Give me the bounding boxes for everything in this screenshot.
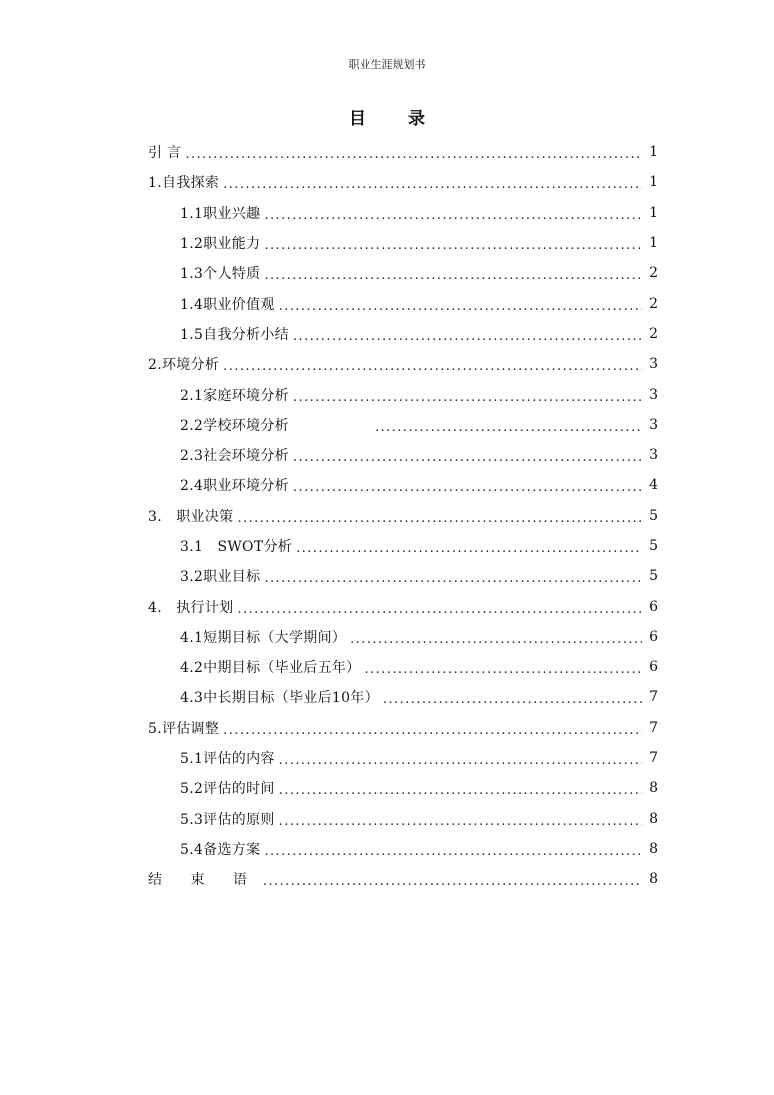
- dot-leader: [237, 601, 642, 617]
- toc-entry-1-1[interactable]: [148, 198, 658, 228]
- toc-entry-label: 5.2评估的时间: [180, 781, 275, 798]
- dot-leader: [293, 389, 642, 405]
- dot-leader: [237, 510, 642, 526]
- toc-page-number: 6: [649, 659, 658, 676]
- dot-leader: [185, 146, 642, 162]
- toc-page-number: 5: [649, 568, 658, 585]
- dot-leader: [223, 176, 642, 192]
- toc-entry-label: 引 言: [148, 145, 182, 162]
- toc-page-number: 2: [649, 295, 658, 312]
- toc-entry-1-4[interactable]: [148, 288, 658, 318]
- toc-page-number: 3: [649, 416, 658, 433]
- toc-entry-4-2[interactable]: [148, 652, 658, 682]
- dot-leader: [279, 782, 642, 798]
- toc-entry-2-3[interactable]: [148, 440, 658, 470]
- dot-leader: [293, 328, 642, 344]
- toc-page-number: 8: [649, 871, 658, 888]
- toc-entry-label: 5.1评估的内容: [180, 751, 275, 768]
- toc-entry-label: 1.3个人特质: [180, 266, 261, 283]
- toc-page-number: 1: [649, 174, 658, 191]
- toc-entry-5-3[interactable]: [148, 804, 658, 834]
- toc-entry-label: 2.2学校环境分析: [180, 417, 289, 434]
- toc-entry-label: 1.5自我分析小结: [180, 326, 289, 343]
- toc-entry-conclusion[interactable]: [148, 864, 658, 894]
- toc-entry-5[interactable]: [148, 713, 658, 743]
- toc-page-number: 8: [649, 810, 658, 827]
- toc-entry-label: 3. 职业决策: [148, 508, 234, 525]
- toc-page-number: 6: [649, 598, 658, 615]
- dot-leader: [350, 631, 642, 647]
- toc-entry-introduction[interactable]: [148, 137, 658, 167]
- running-header: 职业生涯规划书: [348, 58, 426, 71]
- toc-entry-3-2[interactable]: [148, 561, 658, 591]
- toc-entry-label: 2.4职业环境分析: [180, 478, 289, 495]
- toc-page-number: 5: [649, 507, 658, 524]
- toc-page-number: 1: [649, 204, 658, 221]
- dot-leader: [263, 873, 642, 889]
- dot-leader: [264, 207, 642, 223]
- toc-page-number: 8: [649, 780, 658, 797]
- toc-entry-label: 1.2职业能力: [180, 236, 261, 253]
- toc-entry-4[interactable]: [148, 591, 658, 621]
- toc-entry-2-4[interactable]: [148, 470, 658, 500]
- toc-entry-label: 2.3社会环境分析: [180, 448, 289, 465]
- toc-page-number: 4: [649, 477, 658, 494]
- toc-title: 目 录: [349, 109, 443, 129]
- toc-page-number: 6: [649, 628, 658, 645]
- toc-page-number: 3: [649, 447, 658, 464]
- dot-leader: [223, 358, 642, 374]
- dot-leader: [296, 540, 642, 556]
- toc-entry-label: 4.1短期目标（大学期间）: [180, 629, 347, 646]
- toc-page-number: 3: [649, 386, 658, 403]
- toc-entry-label: 4. 执行计划: [148, 599, 234, 616]
- dot-leader: [383, 691, 642, 707]
- dot-leader: [264, 570, 642, 586]
- toc-entry-2[interactable]: [148, 349, 658, 379]
- toc-page-number: 8: [649, 840, 658, 857]
- dot-leader: [293, 449, 642, 465]
- toc-page-number: 7: [649, 750, 658, 767]
- toc-entry-label: 1.自我探索: [148, 175, 220, 192]
- dot-leader: [293, 479, 642, 495]
- toc-entry-2-1[interactable]: [148, 379, 658, 409]
- toc-entry-label: 4.2中期目标（毕业后五年）: [180, 660, 361, 677]
- dot-leader: [223, 722, 642, 738]
- toc-entry-label: 5.3评估的原则: [180, 811, 275, 828]
- toc-page-number: 2: [649, 265, 658, 282]
- toc-entry-label: 3.1 SWOT分析: [180, 539, 293, 555]
- toc-entry-label: 4.3中长期目标（毕业后10年）: [180, 690, 379, 707]
- toc-entry-3-1[interactable]: [148, 531, 658, 561]
- toc-entry-5-2[interactable]: [148, 773, 658, 803]
- toc-entry-label: 1.1职业兴趣: [180, 205, 261, 222]
- toc-entry-1-2[interactable]: [148, 228, 658, 258]
- dot-leader: [264, 843, 642, 859]
- toc-entry-1-5[interactable]: [148, 319, 658, 349]
- toc-entry-2-2[interactable]: [148, 410, 658, 440]
- dot-leader: [279, 752, 642, 768]
- toc-entry-label: 2.1家庭环境分析: [180, 387, 289, 404]
- toc-page-number: 7: [649, 689, 658, 706]
- toc-entry-3[interactable]: [148, 501, 658, 531]
- toc-entry-5-4[interactable]: [148, 834, 658, 864]
- toc-page-number: 3: [649, 356, 658, 373]
- toc-entry-4-1[interactable]: [148, 622, 658, 652]
- table-of-contents: [148, 137, 658, 894]
- toc-page-number: 2: [649, 325, 658, 342]
- dot-leader: [375, 419, 642, 435]
- toc-entry-label: 3.2职业目标: [180, 569, 261, 586]
- toc-entry-5-1[interactable]: [148, 743, 658, 773]
- toc-entry-label: 1.4职业价值观: [180, 296, 275, 313]
- toc-entry-4-3[interactable]: [148, 682, 658, 712]
- dot-leader: [264, 267, 642, 283]
- dot-leader: [264, 237, 642, 253]
- dot-leader: [279, 298, 642, 314]
- toc-entry-1[interactable]: [148, 167, 658, 197]
- dot-leader: [364, 661, 642, 677]
- toc-entry-label: 结 束 语: [148, 872, 259, 889]
- toc-page-number: 1: [649, 144, 658, 161]
- toc-page-number: 5: [649, 538, 658, 554]
- toc-entry-label: 2.环境分析: [148, 357, 220, 374]
- toc-page-number: 1: [649, 235, 658, 252]
- dot-leader: [279, 813, 642, 829]
- toc-entry-label: 5.4备选方案: [180, 841, 261, 858]
- toc-entry-label: 5.评估调整: [148, 720, 220, 737]
- toc-page-number: 7: [649, 719, 658, 736]
- toc-entry-1-3[interactable]: [148, 258, 658, 288]
